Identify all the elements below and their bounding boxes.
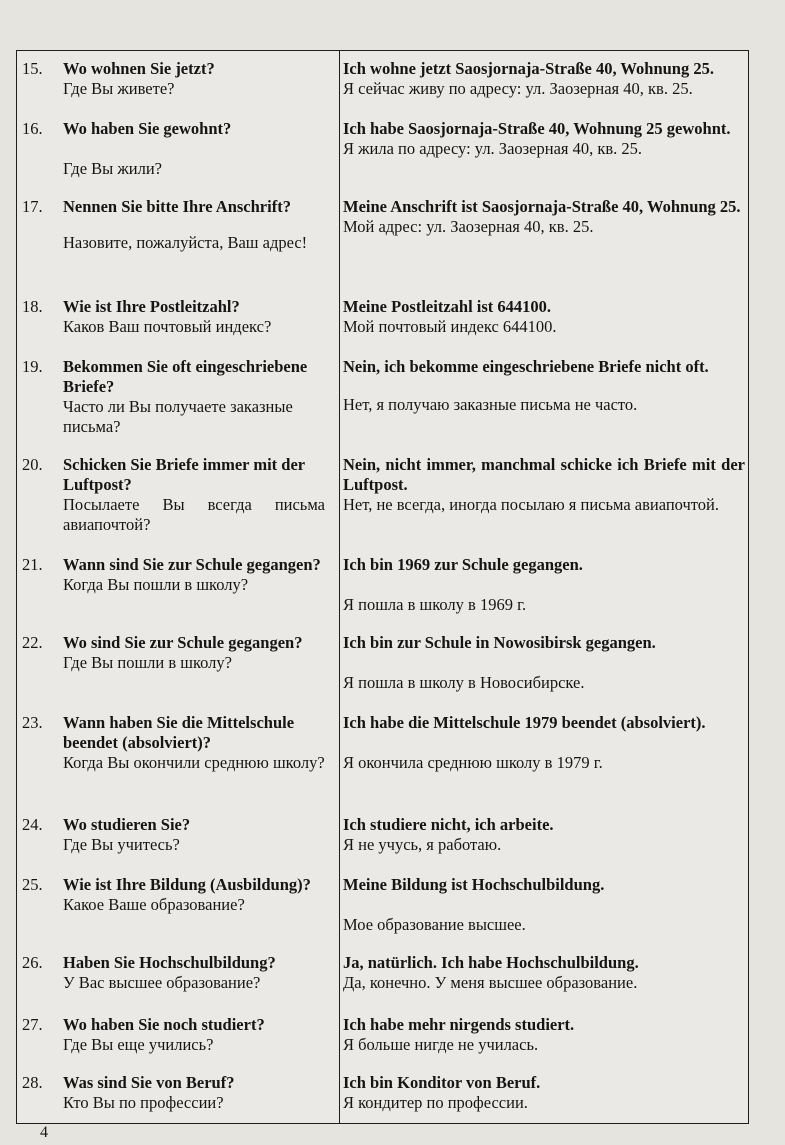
answer-cell [343,455,745,515]
row-number: 26. [22,953,43,972]
answer-german: Meine Postleitzahl ist 644100. [343,297,552,316]
question-german: Wo haben Sie noch studiert? [63,1015,265,1034]
answer-cell [343,1015,745,1055]
question-russian: У Вас высшее образование? [63,973,261,992]
answer-russian: Мой почтовый индекс 644100. [343,317,557,336]
column-divider [339,51,340,1123]
answer-russian: Я больше нигде не училась. [343,1035,539,1054]
answer-cell [343,815,745,855]
answer-russian: Мой адрес: ул. Заозерная 40, кв. 25. [343,217,594,236]
answer-russian: Мое образование высшее. [343,915,526,934]
question-russian: Где Вы пошли в школу? [63,653,232,672]
question-german: Wie ist Ihre Bildung (Ausbildung)? [63,875,311,894]
question-german: Wie ist Ihre Postleitzahl? [63,297,240,316]
row-number: 27. [22,1015,43,1034]
row-number: 22. [22,633,43,652]
question-german: Haben Sie Hochschulbildung? [63,953,276,972]
row-number: 24. [22,815,43,834]
question-russian: Когда Вы окончили среднюю школу? [63,753,325,772]
answer-russian: Я окончила среднюю школу в 1979 г. [343,753,603,772]
question-german: Wann sind Sie zur Schule gegangen? [63,555,321,574]
question-russian: Где Вы учитесь? [63,835,180,854]
answer-cell [343,297,745,337]
row-number: 20. [22,455,43,474]
question-russian: Когда Вы пошли в школу? [63,575,249,594]
row-number: 21. [22,555,43,574]
question-german: Wann haben Sie die Mittelschule beendet (absolviert)? [63,713,295,752]
question-german: Schicken Sie Briefe immer mit der Luftpost? [63,455,305,494]
answer-russian: Нет, я получаю заказные письма не часто. [343,395,638,414]
answer-cell [343,555,745,615]
question-german: Wo studieren Sie? [63,815,191,834]
answer-russian: Я не учусь, я работаю. [343,835,502,854]
answer-german: Ja, natürlich. Ich habe Hochschulbildung. [343,953,639,972]
row-number: 16. [22,119,43,138]
answer-german: Ich bin Konditor von Beruf. [343,1073,541,1092]
question-german: Was sind Sie von Beruf? [63,1073,235,1092]
answer-german: Nein, nicht immer, manchmal schicke ich Briefe mit der Luftpost. [343,455,745,494]
answer-cell [343,59,745,99]
question-german: Wo sind Sie zur Schule gegangen? [63,633,303,652]
answer-german: Ich wohne jetzt Saosjornaja-Straße 40, Wohnung 25. [343,59,714,78]
question-russian: Каков Ваш почтовый индекс? [63,317,272,336]
answer-cell [343,713,745,773]
qa-table [16,50,749,1124]
answer-russian: Я жила по адресу: ул. Заозерная 40, кв. 25. [343,139,643,158]
answer-cell [343,357,745,415]
answer-german: Ich habe mehr nirgends studiert. [343,1015,575,1034]
row-number: 18. [22,297,43,316]
answer-russian: Я кондитер по профессии. [343,1093,528,1112]
answer-russian: Я пошла в школу в 1969 г. [343,595,527,614]
answer-russian: Я пошла в школу в Новосибирске. [343,673,585,692]
row-number: 15. [22,59,43,78]
question-german: Wo haben Sie gewohnt? [63,119,232,138]
question-russian: Где Вы жили? [63,159,162,178]
question-russian: Где Вы живете? [63,79,175,98]
question-german: Nennen Sie bitte Ihre Anschrift? [63,197,291,216]
answer-cell [343,197,745,237]
answer-german: Ich habe Saosjornaja-Straße 40, Wohnung 25 gewohnt. [343,119,731,138]
row-number: 25. [22,875,43,894]
answer-german: Meine Bildung ist Hochschulbildung. [343,875,605,894]
question-russian: Какое Ваше образование? [63,895,245,914]
row-number: 19. [22,357,43,376]
answer-german: Nein, ich bekomme eingeschriebene Briefe nicht oft. [343,357,709,376]
answer-cell [343,1073,745,1113]
row-number: 23. [22,713,43,732]
question-russian: Посылаете Вы всегда письма авиапочтой? [63,495,325,534]
answer-german: Meine Anschrift ist Saosjornaja-Straße 40, Wohnung 25. [343,197,741,216]
answer-cell [343,875,745,935]
answer-cell [343,953,745,993]
question-russian: Кто Вы по профессии? [63,1093,224,1112]
question-german: Bekommen Sie oft eingeschriebene Briefe? [63,357,308,396]
answer-german: Ich bin 1969 zur Schule gegangen. [343,555,583,574]
question-russian: Назовите, пожалуйста, Ваш адрес! [63,233,308,252]
page-number: 4 [40,1124,48,1141]
answer-german: Ich habe die Mittelschule 1979 beendet (absolviert). [343,713,706,732]
row-number: 17. [22,197,43,216]
answer-cell [343,119,745,159]
answer-russian: Я сейчас живу по адресу: ул. Заозерная 40, кв. 25. [343,79,693,98]
answer-cell [343,633,745,693]
answer-russian: Нет, не всегда, иногда посылаю я письма авиапочтой. [343,495,720,514]
question-russian: Где Вы еще учились? [63,1035,214,1054]
question-german: Wo wohnen Sie jetzt? [63,59,215,78]
question-russian: Часто ли Вы получаете заказные письма? [63,397,293,436]
answer-german: Ich studiere nicht, ich arbeite. [343,815,554,834]
row-number: 28. [22,1073,43,1092]
answer-german: Ich bin zur Schule in Nowosibirsk gegangen. [343,633,656,652]
answer-russian: Да, конечно. У меня высшее образование. [343,973,638,992]
